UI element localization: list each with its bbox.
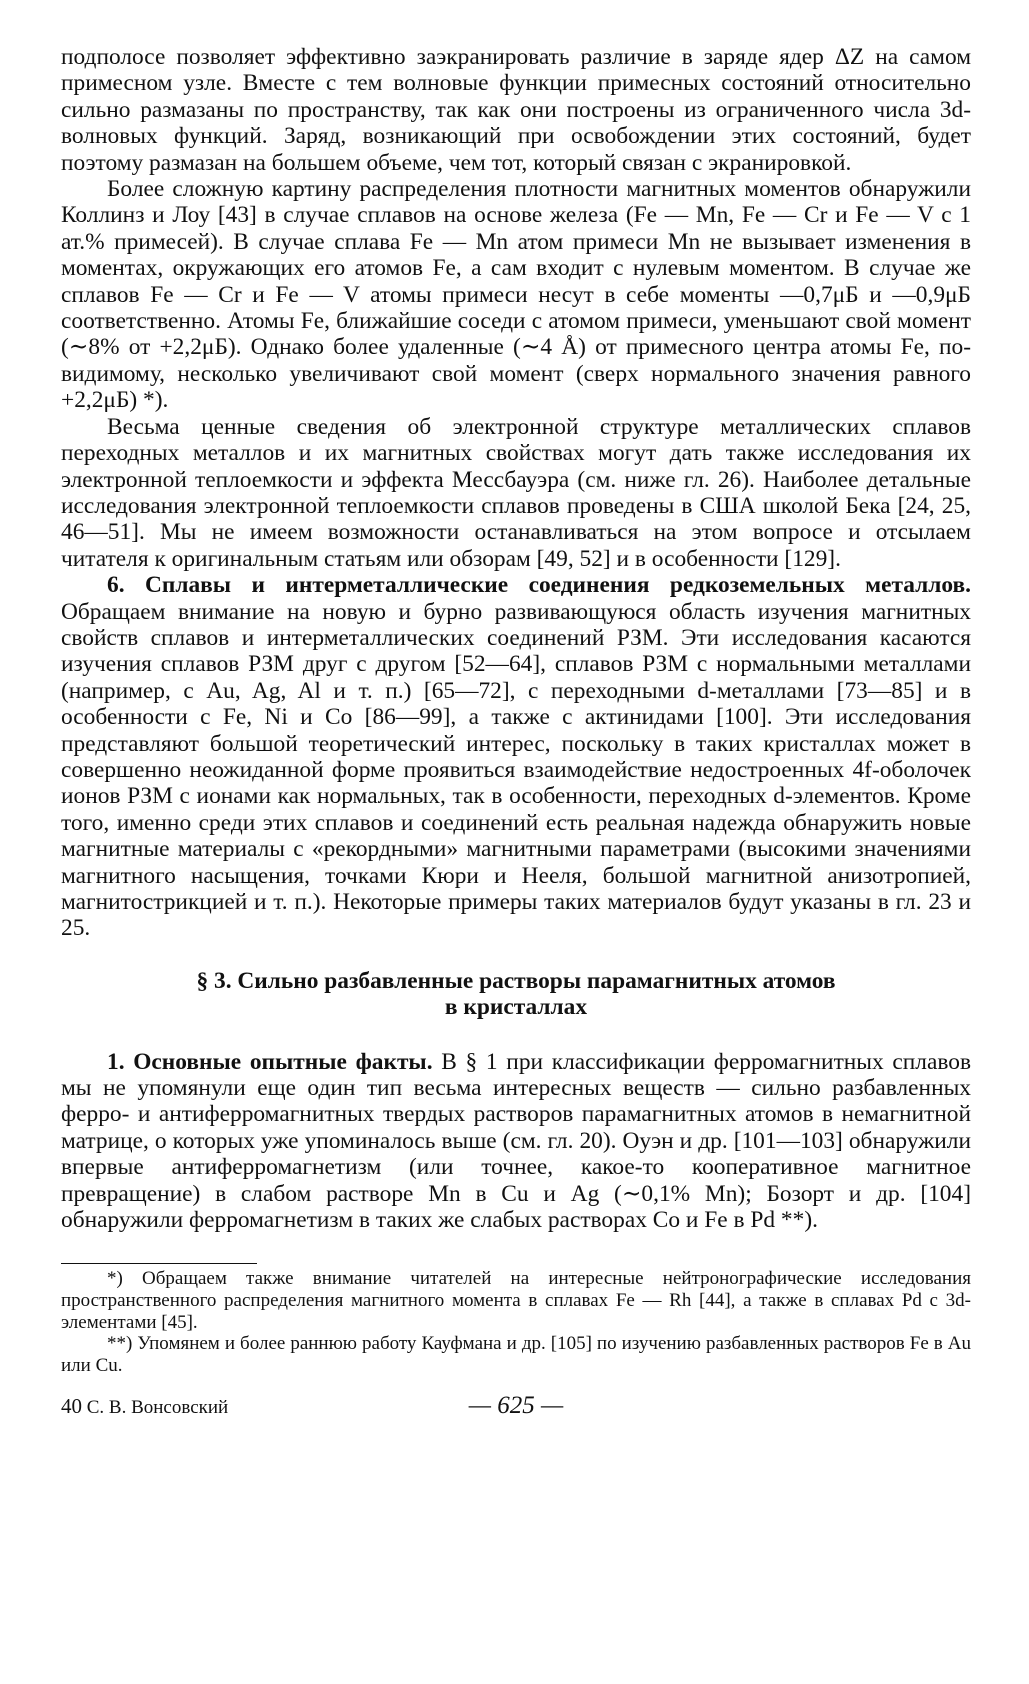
page-number: — 625 — <box>468 1392 564 1420</box>
paragraph-collins-low: Более сложную картину распределения плотности магнитных моментов обнаружили Коллинз и Лоу [43] в случае сплавов на основе железа (Fe — Mn, Fe — Cr и Fe — V с 1 ат.% примесей). В случае сплава Fe — Mn атом примеси Mn не вызывает изменения в моментах, окружающих его атомов Fe, а сам входит с нулевым моментом. В случае же сплавов Fe — Cr и Fe — V атомы примеси несут в себе моменты —0,7μБ и —0,9μБ соответственно. Атомы Fe, ближайшие соседи с атомом примеси, уменьшают свой момент (∼8% от +2,2μБ). Однако более удаленные (∼4 Å) от примесного центра атомы Fe, по-видимому, несколько увеличивают свой момент (сверх нормального значения равного +2,2μБ) *). <box>61 176 971 414</box>
paragraph-heading-rare-earth: 6. Сплавы и интерметаллические соединения редкоземельных металлов. <box>107 572 971 599</box>
paragraph-heading-basic-facts: 1. Основные опытные факты. <box>107 1048 433 1075</box>
page-footer <box>61 1394 971 1424</box>
paragraph-body-basic-facts: В § 1 при классификации ферромагнитных сплавов мы не упомянули еще один тип весьма интересных веществ — сильно разбавленных ферро- и антиферромагнитных твердых растворов парамагнитных атомов в немагнитной матрице, о которых уже упоминалось выше (см. гл. 20). Оуэн и др. [101—103] обнаружили впервые антиферромагнетизм (или точнее, какое-то кооперативное магнитное превращение) в слабом растворе Mn в Cu и Ag (∼0,1% Mn); Бозорт и др. [104] обнаружили ферромагнетизм в таких же слабых растворах Co и Fe в Pd **). <box>61 1048 971 1234</box>
footnote-2: **) Упомянем и более раннюю работу Кауфмана и др. [105] по изучению разбавленных растворов Fe в Au или Cu. <box>61 1333 971 1376</box>
paragraph-body-rare-earth: Обращаем внимание на новую и бурно развивающуюся область изучения магнитных свойств сплавов и интерметаллических соединений РЗМ. Эти исследования касаются изучения сплавов РЗМ друг с другом [52—64], сплавов РЗМ с нормальными металлами (например, с Au, Ag, Al и т. п.) [65—72], с переходными d-металлами [73—85] и в особенности с Fe, Ni и Co [86—99], а также с актинидами [100]. Эти исследования представляют большой теоретический интерес, поскольку в таких кристаллах может в совершенно неожиданной форме проявиться взаимодействие недостроенных 4f-оболочек ионов РЗМ с ионами как нормальных, так в особенности, переходных d-элементов. Кроме того, именно среди этих сплавов и соединений есть реальная надежда обнаружить новые магнитные материалы с «рекордными» магнитными параметрами (высокими значениями магнитного насыщения, точками Кюри и Нееля, большой магнитной анизотропией, магнитострикцией и т. п.). Некоторые примеры таких материалов будут указаны в гл. 23 и 25. <box>61 598 971 942</box>
paragraph-rare-earth-alloys <box>61 572 971 942</box>
footnote-1: *) Обращаем также внимание читателей на интересные нейтронографические исследования пространственного распределения магнитного момента в сплавах Fe — Rh [44], а также в сплавах Pd с 3d-элементами [45]. <box>61 1268 971 1333</box>
paragraph-continuation: подполосе позволяет эффективно заэкранировать различие в заряде ядер ΔZ на самом примесном узле. Вместе с тем волновые функции примесных состояний относительно сильно размазаны по пространству, так как они построены из ограниченного числа 3d-волновых функций. Заряд, возникающий при освобождении этих состояний, будет поэтому размазан на большем объеме, чем тот, который связан с экранировкой. <box>61 44 971 176</box>
signature-number: 40 <box>61 1394 82 1419</box>
signature-author: С. В. Вонсовский <box>86 1397 229 1419</box>
paragraph-basic-facts <box>61 1049 971 1234</box>
section-heading-line-2: в кристаллах <box>444 994 588 1021</box>
paragraph-electronic-heat-capacity: Весьма ценные сведения об электронной структуре металлических сплавов переходных металлов и их магнитных свойствах могут дать также исследования их электронной теплоемкости и эффекта Мессбауэра (см. ниже гл. 26). Наиболее детальные исследования электронной теплоемкости сплавов проведены в США школой Бека [24, 25, 46—51]. Мы не имеем возможности останавливаться на этом вопросе и отсылаем читателя к оригинальным статьям или обзорам [49, 52] и в особенности [129]. <box>61 413 971 572</box>
section-heading-line-1: § 3. Сильно разбавленные растворы парамагнитных атомов <box>196 967 836 994</box>
section-heading <box>61 968 971 1021</box>
footnote-divider <box>61 1263 257 1264</box>
page <box>61 44 971 1424</box>
